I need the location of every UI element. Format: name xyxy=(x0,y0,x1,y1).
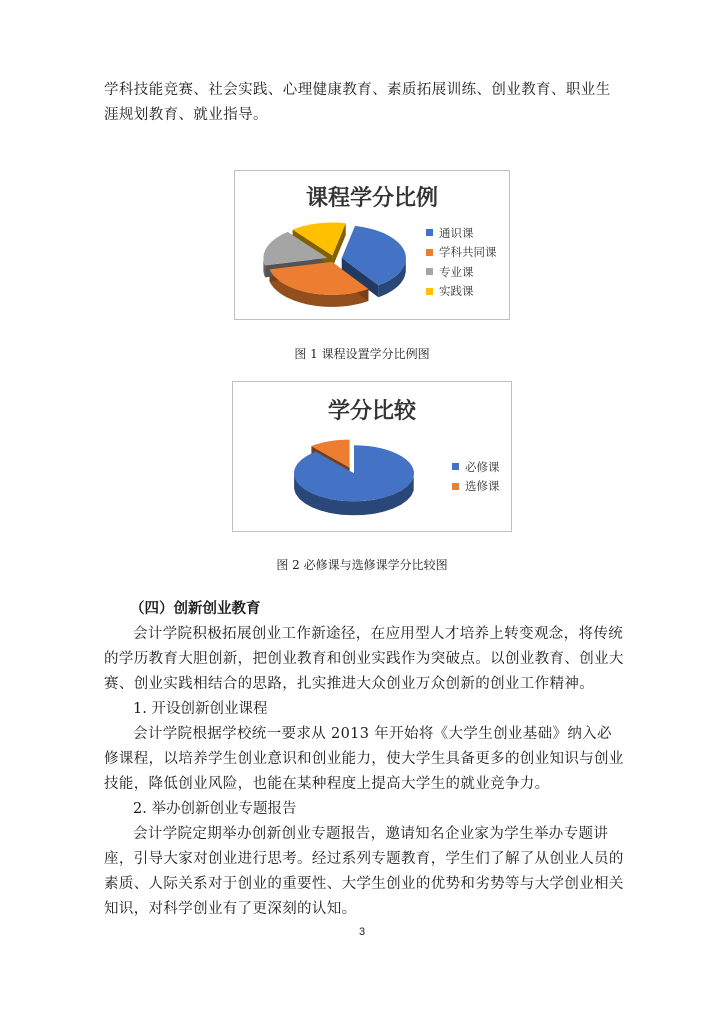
legend-item xyxy=(426,223,497,243)
figure-caption-2: 图 2 必修课与选修课学分比较图 xyxy=(276,558,448,572)
intro-paragraph: 学科技能竞赛、社会实践、心理健康教育、素质拓展训练、创业教育、职业生涯规划教育、就业指导。 xyxy=(104,82,611,123)
legend-swatch xyxy=(426,268,433,275)
paragraph-intro: 会计学院积极拓展创业工作新途径，在应用型人才培养上转变观念，将传统的学历教育大胆创新，把创业教育和创业实践作为突破点。以创业教育、创业大赛、创业实践相结合的思路，扎实推进大众创业万众创新的创业工作精神。 xyxy=(104,626,624,692)
legend-label: 通识课 xyxy=(439,225,474,240)
chart-title: 课程学分比例 xyxy=(305,186,438,211)
figure-caption-1: 图 1 课程设置学分比例图 xyxy=(294,347,430,361)
legend-item xyxy=(452,477,500,497)
chart-course-credit-ratio xyxy=(234,170,510,320)
legend-swatch xyxy=(452,463,459,470)
pie-slice-0 xyxy=(294,445,414,501)
paragraph-courses: 会计学院根据学校统一要求从 2013 年开始将《大学生创业基础》纳入必修课程，以培养学生创业意识和创业能力，使大学生具备更多的创业知识与创业技能，降低创业风险，也能在某种程度上提高大学生的就业竞争力。 xyxy=(104,726,624,792)
legend-swatch xyxy=(426,288,433,295)
subheading-reports: 2. 举办创新创业专题报告 xyxy=(133,801,297,817)
legend-label: 选修课 xyxy=(465,479,500,494)
legend-item xyxy=(426,243,497,263)
legend-item xyxy=(452,457,500,477)
subheading-courses: 1. 开设创新创业课程 xyxy=(133,701,268,717)
legend-swatch xyxy=(426,229,433,236)
legend-label: 必修课 xyxy=(465,459,500,474)
chart-credit-comparison xyxy=(232,381,512,532)
chart-legend xyxy=(452,457,500,496)
chart-legend xyxy=(426,223,497,301)
legend-label: 专业课 xyxy=(439,264,474,279)
paragraph-reports: 会计学院定期举办创新创业专题报告，邀请知名企业家为学生举办专题讲座，引导大家对创业进行思考。经过系列专题教育，学生们了解了从创业人员的素质、人际关系对于创业的重要性、大学生创业的优势和劣势等与大学创业相关知识，对科学创业有了更深刻的认知。 xyxy=(104,826,624,917)
legend-item xyxy=(426,262,497,282)
legend-label: 实践课 xyxy=(439,284,474,299)
page-number: 3 xyxy=(358,926,366,938)
legend-swatch xyxy=(452,483,459,490)
section-heading: （四）创新创业教育 xyxy=(130,600,261,617)
chart-title: 学分比较 xyxy=(327,399,416,424)
legend-item xyxy=(426,282,497,302)
legend-swatch xyxy=(426,249,433,256)
legend-label: 学科共同课 xyxy=(439,245,497,260)
